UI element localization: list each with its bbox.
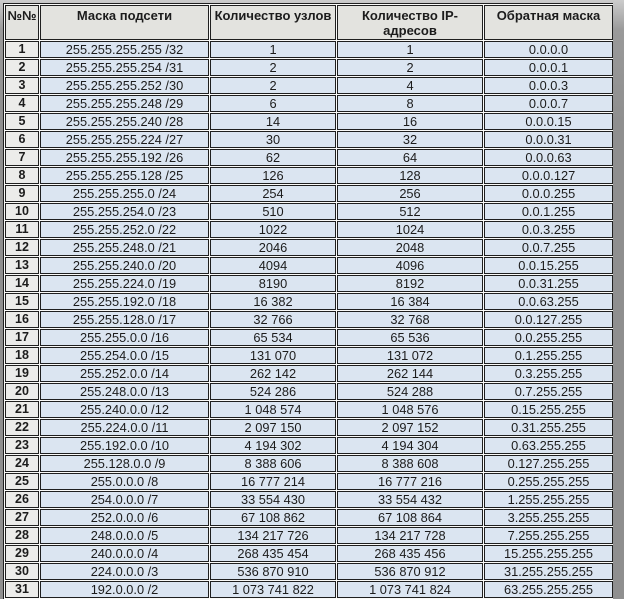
- table-row: [5, 95, 613, 112]
- row-number-cell: 4: [5, 95, 39, 112]
- row-number-cell: 21: [5, 401, 39, 418]
- data-cell: 255.255.192.0 /18: [40, 293, 209, 310]
- data-cell: 33 554 430: [210, 491, 336, 508]
- data-cell: 16 777 214: [210, 473, 336, 490]
- data-cell: 0.0.0.63: [484, 149, 613, 166]
- data-cell: 2: [337, 59, 483, 76]
- data-cell: 0.15.255.255: [484, 401, 613, 418]
- data-cell: 134 217 726: [210, 527, 336, 544]
- row-number-cell: 12: [5, 239, 39, 256]
- data-cell: 16 384: [337, 293, 483, 310]
- row-number-cell: 27: [5, 509, 39, 526]
- row-number-cell: 18: [5, 347, 39, 364]
- subnet-mask-table: [3, 3, 613, 599]
- data-cell: 255.255.255.224 /27: [40, 131, 209, 148]
- data-cell: 255.240.0.0 /12: [40, 401, 209, 418]
- table-row: [5, 311, 613, 328]
- data-cell: 16 777 216: [337, 473, 483, 490]
- data-cell: 255.255.252.0 /22: [40, 221, 209, 238]
- data-cell: 254: [210, 185, 336, 202]
- data-cell: 248.0.0.0 /5: [40, 527, 209, 544]
- row-number-cell: 13: [5, 257, 39, 274]
- row-number-cell: 24: [5, 455, 39, 472]
- row-number-cell: 6: [5, 131, 39, 148]
- row-number-cell: 31: [5, 581, 39, 598]
- data-cell: 134 217 728: [337, 527, 483, 544]
- data-cell: 0.3.255.255: [484, 365, 613, 382]
- data-cell: 0.0.15.255: [484, 257, 613, 274]
- data-cell: 255.224.0.0 /11: [40, 419, 209, 436]
- data-cell: 32 768: [337, 311, 483, 328]
- data-cell: 65 536: [337, 329, 483, 346]
- table-row: [5, 437, 613, 454]
- data-cell: 0.0.63.255: [484, 293, 613, 310]
- table-row: [5, 329, 613, 346]
- data-cell: 0.0.0.7: [484, 95, 613, 112]
- data-cell: 255.255.255.192 /26: [40, 149, 209, 166]
- data-cell: 33 554 432: [337, 491, 483, 508]
- data-cell: 255.248.0.0 /13: [40, 383, 209, 400]
- data-cell: 2 097 150: [210, 419, 336, 436]
- data-cell: 1022: [210, 221, 336, 238]
- data-cell: 268 435 456: [337, 545, 483, 562]
- data-cell: 16 382: [210, 293, 336, 310]
- data-cell: 255.255.255.254 /31: [40, 59, 209, 76]
- data-cell: 255.254.0.0 /15: [40, 347, 209, 364]
- table-row: [5, 113, 613, 130]
- table-row: [5, 527, 613, 544]
- data-cell: 256: [337, 185, 483, 202]
- data-cell: 255.255.224.0 /19: [40, 275, 209, 292]
- table-row: [5, 239, 613, 256]
- row-number-cell: 8: [5, 167, 39, 184]
- table-row: [5, 509, 613, 526]
- data-cell: 255.255.255.128 /25: [40, 167, 209, 184]
- data-cell: 8: [337, 95, 483, 112]
- data-cell: 62: [210, 149, 336, 166]
- row-number-cell: 11: [5, 221, 39, 238]
- data-cell: 4094: [210, 257, 336, 274]
- table-row: [5, 383, 613, 400]
- data-cell: 128: [337, 167, 483, 184]
- table-row: [5, 293, 613, 310]
- data-cell: 0.255.255.255: [484, 473, 613, 490]
- row-number-cell: 2: [5, 59, 39, 76]
- data-cell: 14: [210, 113, 336, 130]
- col-header-index: №№: [5, 5, 39, 40]
- data-cell: 0.0.0.3: [484, 77, 613, 94]
- row-number-cell: 1: [5, 41, 39, 58]
- table-row: [5, 203, 613, 220]
- data-cell: 255.252.0.0 /14: [40, 365, 209, 382]
- row-number-cell: 25: [5, 473, 39, 490]
- data-cell: 15.255.255.255: [484, 545, 613, 562]
- data-cell: 536 870 912: [337, 563, 483, 580]
- table-row: [5, 77, 613, 94]
- row-number-cell: 16: [5, 311, 39, 328]
- table-row: [5, 455, 613, 472]
- row-number-cell: 15: [5, 293, 39, 310]
- data-cell: 262 144: [337, 365, 483, 382]
- data-cell: 2 097 152: [337, 419, 483, 436]
- data-cell: 255.0.0.0 /8: [40, 473, 209, 490]
- data-cell: 255.255.0.0 /16: [40, 329, 209, 346]
- data-cell: 32: [337, 131, 483, 148]
- data-cell: 32 766: [210, 311, 336, 328]
- table-row: [5, 149, 613, 166]
- data-cell: 0.0.0.1: [484, 59, 613, 76]
- row-number-cell: 19: [5, 365, 39, 382]
- data-cell: 0.0.31.255: [484, 275, 613, 292]
- data-cell: 268 435 454: [210, 545, 336, 562]
- row-number-cell: 26: [5, 491, 39, 508]
- data-cell: 0.0.0.31: [484, 131, 613, 148]
- data-cell: 240.0.0.0 /4: [40, 545, 209, 562]
- data-cell: 0.7.255.255: [484, 383, 613, 400]
- table-row: [5, 185, 613, 202]
- data-cell: 255.255.255.0 /24: [40, 185, 209, 202]
- table-row: [5, 41, 613, 58]
- table-row: [5, 581, 613, 598]
- data-cell: 2: [210, 77, 336, 94]
- data-cell: 4096: [337, 257, 483, 274]
- table-row: [5, 419, 613, 436]
- data-cell: 524 288: [337, 383, 483, 400]
- row-number-cell: 9: [5, 185, 39, 202]
- data-cell: 0.0.3.255: [484, 221, 613, 238]
- row-number-cell: 7: [5, 149, 39, 166]
- subnet-table-container: [3, 3, 613, 599]
- col-header-wildcard-mask: Обратная маска: [484, 5, 613, 40]
- table-row: [5, 167, 613, 184]
- table-row: [5, 545, 613, 562]
- data-cell: 16: [337, 113, 483, 130]
- data-cell: 0.0.0.127: [484, 167, 613, 184]
- data-cell: 1 048 576: [337, 401, 483, 418]
- data-cell: 2048: [337, 239, 483, 256]
- data-cell: 0.0.7.255: [484, 239, 613, 256]
- table-row: [5, 401, 613, 418]
- table-row: [5, 257, 613, 274]
- data-cell: 1 073 741 824: [337, 581, 483, 598]
- header-row: [5, 5, 613, 40]
- data-cell: 131 072: [337, 347, 483, 364]
- data-cell: 1: [210, 41, 336, 58]
- data-cell: 255.128.0.0 /9: [40, 455, 209, 472]
- data-cell: 252.0.0.0 /6: [40, 509, 209, 526]
- data-cell: 0.0.0.0: [484, 41, 613, 58]
- data-cell: 0.63.255.255: [484, 437, 613, 454]
- table-row: [5, 347, 613, 364]
- data-cell: 255.192.0.0 /10: [40, 437, 209, 454]
- data-cell: 0.0.1.255: [484, 203, 613, 220]
- data-cell: 255.255.255.255 /32: [40, 41, 209, 58]
- row-number-cell: 10: [5, 203, 39, 220]
- table-row: [5, 221, 613, 238]
- row-number-cell: 28: [5, 527, 39, 544]
- data-cell: 255.255.255.248 /29: [40, 95, 209, 112]
- data-cell: 6: [210, 95, 336, 112]
- data-cell: 262 142: [210, 365, 336, 382]
- data-cell: 126: [210, 167, 336, 184]
- table-row: [5, 473, 613, 490]
- data-cell: 1: [337, 41, 483, 58]
- data-cell: 4 194 302: [210, 437, 336, 454]
- data-cell: 0.1.255.255: [484, 347, 613, 364]
- data-cell: 64: [337, 149, 483, 166]
- data-cell: 67 108 864: [337, 509, 483, 526]
- data-cell: 3.255.255.255: [484, 509, 613, 526]
- data-cell: 30: [210, 131, 336, 148]
- table-row: [5, 59, 613, 76]
- data-cell: 224.0.0.0 /3: [40, 563, 209, 580]
- col-header-subnet-mask: Маска подсети: [40, 5, 209, 40]
- data-cell: 255.255.255.240 /28: [40, 113, 209, 130]
- data-cell: 255.255.240.0 /20: [40, 257, 209, 274]
- row-number-cell: 14: [5, 275, 39, 292]
- data-cell: 192.0.0.0 /2: [40, 581, 209, 598]
- data-cell: 8192: [337, 275, 483, 292]
- data-cell: 0.0.255.255: [484, 329, 613, 346]
- table-row: [5, 275, 613, 292]
- data-cell: 255.255.254.0 /23: [40, 203, 209, 220]
- row-number-cell: 29: [5, 545, 39, 562]
- data-cell: 65 534: [210, 329, 336, 346]
- row-number-cell: 5: [5, 113, 39, 130]
- data-cell: 524 286: [210, 383, 336, 400]
- row-number-cell: 3: [5, 77, 39, 94]
- data-cell: 63.255.255.255: [484, 581, 613, 598]
- data-cell: 7.255.255.255: [484, 527, 613, 544]
- data-cell: 1 048 574: [210, 401, 336, 418]
- data-cell: 254.0.0.0 /7: [40, 491, 209, 508]
- table-row: [5, 563, 613, 580]
- data-cell: 0.0.127.255: [484, 311, 613, 328]
- row-number-cell: 17: [5, 329, 39, 346]
- table-row: [5, 491, 613, 508]
- data-cell: 2046: [210, 239, 336, 256]
- data-cell: 536 870 910: [210, 563, 336, 580]
- data-cell: 0.0.0.15: [484, 113, 613, 130]
- data-cell: 512: [337, 203, 483, 220]
- table-row: [5, 131, 613, 148]
- data-cell: 8 388 606: [210, 455, 336, 472]
- data-cell: 0.127.255.255: [484, 455, 613, 472]
- col-header-node-count: Количество узлов: [210, 5, 336, 40]
- data-cell: 255.255.128.0 /17: [40, 311, 209, 328]
- data-cell: 2: [210, 59, 336, 76]
- data-cell: 67 108 862: [210, 509, 336, 526]
- data-cell: 8190: [210, 275, 336, 292]
- row-number-cell: 23: [5, 437, 39, 454]
- data-cell: 255.255.255.252 /30: [40, 77, 209, 94]
- row-number-cell: 20: [5, 383, 39, 400]
- data-cell: 31.255.255.255: [484, 563, 613, 580]
- data-cell: 4: [337, 77, 483, 94]
- data-cell: 131 070: [210, 347, 336, 364]
- row-number-cell: 30: [5, 563, 39, 580]
- data-cell: 1 073 741 822: [210, 581, 336, 598]
- data-cell: 510: [210, 203, 336, 220]
- data-cell: 1024: [337, 221, 483, 238]
- data-cell: 255.255.248.0 /21: [40, 239, 209, 256]
- data-cell: 4 194 304: [337, 437, 483, 454]
- table-row: [5, 365, 613, 382]
- data-cell: 0.31.255.255: [484, 419, 613, 436]
- row-number-cell: 22: [5, 419, 39, 436]
- data-cell: 1.255.255.255: [484, 491, 613, 508]
- col-header-ip-count: Количество IP-адресов: [337, 5, 483, 40]
- data-cell: 8 388 608: [337, 455, 483, 472]
- data-cell: 0.0.0.255: [484, 185, 613, 202]
- table-body: [5, 41, 613, 598]
